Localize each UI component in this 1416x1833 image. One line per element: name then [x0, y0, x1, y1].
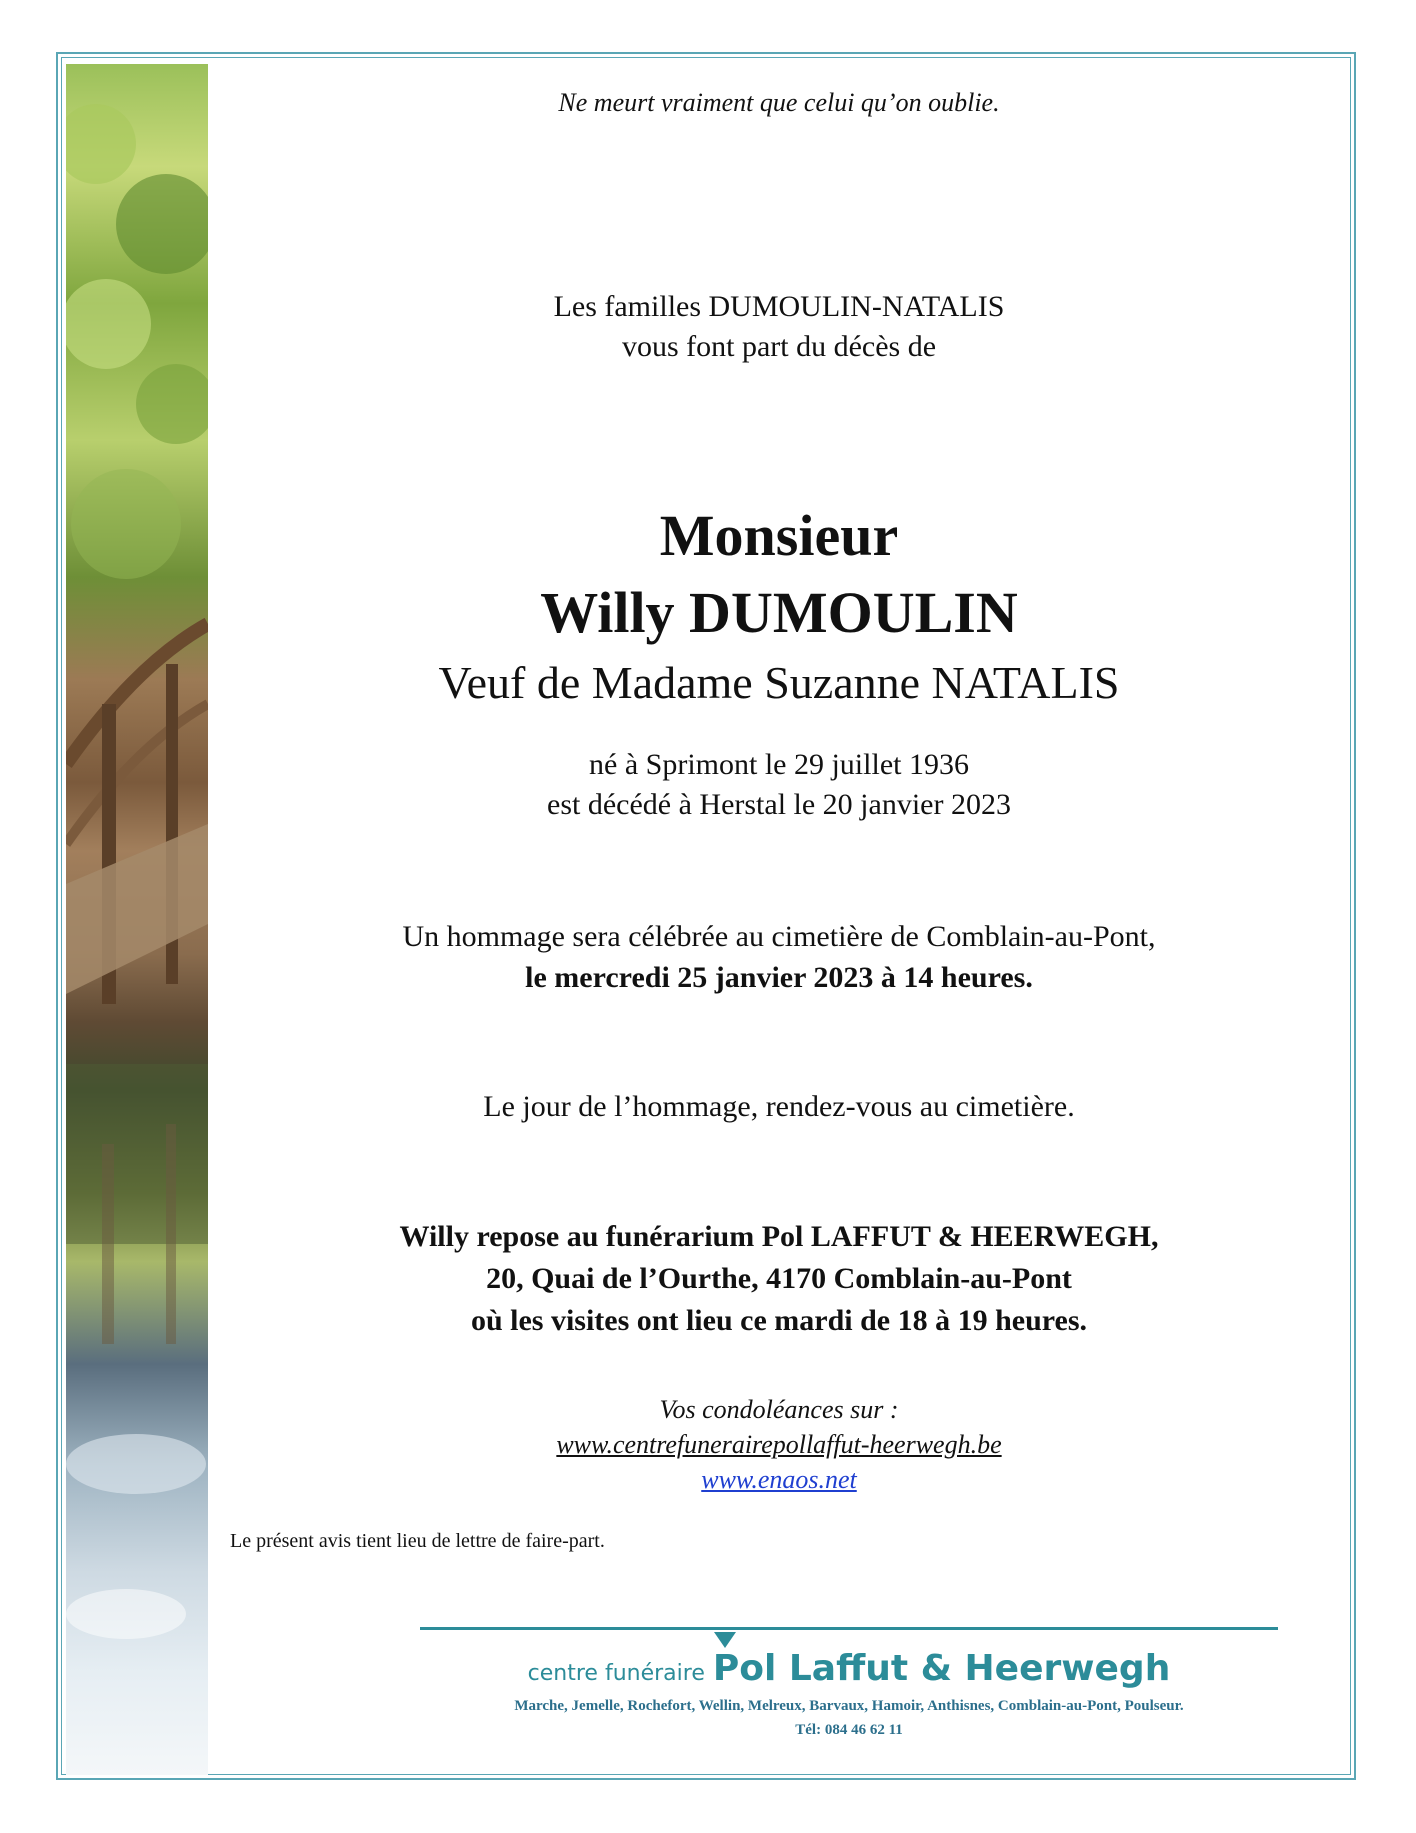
logo-small-text: centre funéraire [527, 1661, 705, 1686]
epigraph: Ne meurt vraiment que celui qu’on oublie. [558, 88, 1000, 117]
announcement-families: Les familles DUMOULIN-NATALIS [553, 290, 1005, 323]
visiting-hours: où les visites ont lieu ce mardi de 18 à 19 heures. [470, 1304, 1088, 1337]
deceased-spouse: Veuf de Madame Suzanne NATALIS [438, 657, 1120, 708]
deceased-title: Monsieur [659, 503, 899, 568]
ceremony-place: Un hommage sera célébrée au cimetière de Comblain-au-Pont, [402, 920, 1156, 953]
birth-info: né à Sprimont le 29 juillet 1936 [589, 748, 969, 781]
funeral-center-logo [420, 1648, 1278, 1689]
logo-divider [420, 1627, 1278, 1630]
logo-triangle-icon [714, 1632, 736, 1648]
ceremony-date: le mercredi 25 janvier 2023 à 14 heures. [525, 961, 1033, 994]
garden-bridge-photo [66, 64, 208, 1775]
condolences-label: Vos condoléances sur : [659, 1395, 899, 1424]
death-info: est décédé à Herstal le 20 janvier 2023 [547, 788, 1011, 821]
repose-address: 20, Quai de l’Ourthe, 4170 Comblain-au-Pont [486, 1262, 1072, 1295]
logo-big-text: Pol Laffut & Heerwegh [712, 1648, 1171, 1689]
footer-towns: Marche, Jemelle, Rochefort, Wellin, Melreux, Barvaux, Hamoir, Anthisnes, Comblain-au-Pont, Poulseur. [514, 1698, 1184, 1714]
ceremony-meeting: Le jour de l’hommage, rendez-vous au cimetière. [483, 1090, 1075, 1123]
repose-place: Willy repose au funérarium Pol LAFFUT & HEERWEGH, [399, 1220, 1159, 1253]
condolences-link-enaos[interactable]: www.enaos.net [701, 1465, 857, 1494]
condolences-link-funeral-center[interactable]: www.centrefunerairepollaffut-heerwegh.be [556, 1430, 1002, 1459]
announcement-text: vous font part du décès de [621, 330, 937, 363]
deceased-name: Willy DUMOULIN [540, 580, 1018, 645]
footer-phone: Tél: 084 46 62 11 [795, 1722, 903, 1738]
faire-part-notice: Le présent avis tient lieu de lettre de faire-part. [230, 1530, 605, 1552]
